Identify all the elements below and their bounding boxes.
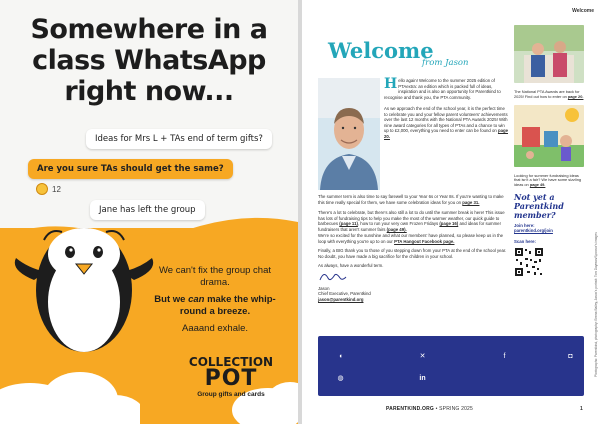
link-page-31[interactable]: page 31. [462, 199, 480, 205]
podcast-icon[interactable]: ◖ [338, 353, 343, 360]
reaction-count: 12 [52, 184, 61, 194]
chat-message-tas: Are you sure TAs should get the same? [28, 159, 233, 179]
penguin-illustration [14, 210, 154, 360]
awards-photo [514, 25, 584, 83]
surprised-emoji-icon [36, 183, 48, 195]
page-number: 1 [580, 406, 583, 412]
advert-page [0, 0, 298, 424]
portrait-photo [318, 78, 380, 190]
page-title: Welcome [328, 38, 434, 63]
body-paragraph-4: Finally, a BIG thank you to those of you stepping down from your PTA at the end of the school year. No doubt, you have made a big sacrifice for the children in your school. [318, 248, 507, 259]
link-facebook-page[interactable]: PTA Hangout Facebook page. [394, 238, 455, 244]
awards-caption: The National PTA Awards are back for 2025! Find out how to enter on page 20. [514, 89, 584, 99]
body-paragraph-1: The summer term is also time to say farewell to your Year 6s or Year 8s. If you're wanting to make this time really special for them, we have some celebration ideas for you on page 31. [318, 194, 504, 205]
byline: from Jason [422, 58, 469, 68]
footer-separator: • [435, 406, 438, 412]
tagline-line-3: Aaaand exhale. [181, 323, 249, 334]
signoff [318, 286, 371, 302]
summer-fundraising-illustration [514, 105, 584, 167]
social-links-panel [318, 336, 584, 396]
tagline-line-2: But we can make the whip-round a breeze. [154, 294, 276, 317]
running-head: Welcome [572, 8, 594, 14]
join-label: Join here: [514, 222, 535, 228]
footer-site[interactable]: PARENTKIND.ORG [386, 406, 434, 412]
chat-message-left-group: Jane has left the group [90, 200, 205, 220]
link-page-49[interactable]: (page 49). [386, 226, 407, 232]
web-icon[interactable]: ◍ [337, 375, 344, 382]
intro-paragraph: Hello again! Welcome to the summer 2025 edition of PTAextra: an edition which is packed full of ideas, inspiration and is also an opportunity for Parentkind to recognise and thank you, the PTA community. As we approach the end of the school year, it is the perfect time to celebrate you and your fellow parent volunteers' achievements over the last 12 months with the National PTA Awards 2025! With nine award categories for all types of PTAs and a chance to win up to £2,000, everything you need to enter can be found on page 20. [384, 76, 508, 139]
body-paragraph-5: As always, have a wonderful term. [318, 263, 384, 268]
qr-code[interactable] [514, 247, 544, 277]
link-page-11[interactable]: (page 11) [339, 221, 358, 227]
drop-cap: H [384, 76, 398, 92]
page-footer [386, 406, 473, 412]
welcome-page [302, 0, 600, 424]
scan-label: Scan here: [514, 238, 536, 244]
instagram-icon[interactable]: ◘ [568, 353, 573, 360]
cloud-illustration [0, 360, 140, 424]
membership-question: Not yet a Parentkind member? [514, 191, 564, 220]
advert-headline: Somewhere in a class WhatsApp right now... [30, 14, 268, 107]
linkedin-icon[interactable]: in [419, 375, 426, 382]
x-icon[interactable]: ✕ [419, 353, 426, 360]
fundraising-caption: Looking for summer fundraising ideas that isn't a fair? We have some sizzling ideas on page 49. [514, 172, 582, 188]
reaction-badge [36, 183, 61, 195]
tagline-line-1: We can't fix the group chat drama. [158, 265, 271, 288]
signoff-email-link[interactable]: jason@parentkind.org [318, 296, 364, 302]
join-link[interactable]: parentkind.org/join [514, 228, 553, 234]
sidebar [514, 25, 584, 282]
link-sidebar-page-49[interactable]: page 49. [529, 182, 546, 188]
body-paragraph-3: We're so excited for the sunshine and what our members' have planned, so please keep us in the loop with everything you're up to on our PTA Hangout Facebook page. [318, 233, 504, 244]
link-sidebar-page-20[interactable]: page 20. [567, 93, 584, 99]
photo-credit: Photographs: Parentkind, photography: Emma Bailey, Jason's portrait: Tom Dayman/Sponsor's images [594, 232, 598, 377]
footer-issue: SPRING 2025 [439, 406, 474, 412]
facebook-icon[interactable]: f [503, 353, 506, 360]
body-paragraph-2: There's a lot to celebrate, but there's also still a lot to do until the summer break is here! This issue has lots of fundraising tips to help you make the most of the warmer weather, our quick guide to barbecues (page 11), how to run your very own Frozen Fridays (page 16) and ideas for summer fundraisers that aren't summer fairs (page 49). [318, 210, 505, 232]
advert-tagline [150, 265, 280, 335]
signoff-name: Jason [318, 286, 330, 291]
signature-scribble [318, 268, 348, 284]
link-page-20[interactable]: page 20. [384, 128, 508, 139]
link-page-16[interactable]: (page 16) [439, 221, 459, 227]
signoff-role: Chief Executive, Parentkind [318, 291, 371, 297]
chat-message-gift-ideas: Ideas for Mrs L + TAs end of term gifts? [86, 129, 272, 149]
collection-pot-logo: COLLECTION POT Group gifts and cards [188, 355, 274, 398]
